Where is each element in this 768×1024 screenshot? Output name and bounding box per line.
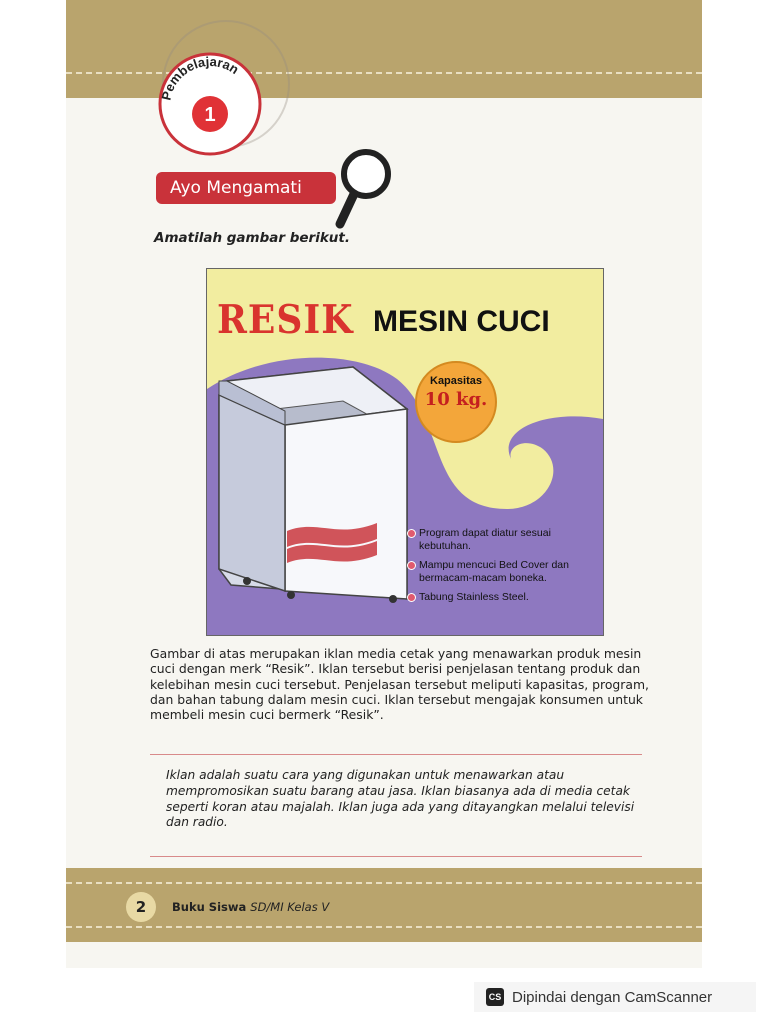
washing-machine-ad — [206, 268, 604, 636]
bullet-icon — [407, 529, 416, 538]
feature-item: Mampu mencuci Bed Cover dan bermacam-macam boneka. — [407, 559, 603, 585]
page-number: 2 — [126, 892, 156, 922]
section-title: Ayo Mengamati — [156, 172, 336, 204]
feature-list — [407, 527, 603, 610]
bottom-band — [66, 868, 702, 942]
feature-item: Program dapat diatur sesuai kebutuhan. — [407, 527, 603, 553]
badge-number: 1 — [204, 104, 216, 126]
capacity-label: Kapasitas — [430, 375, 482, 387]
definition-text: Iklan adalah suatu cara yang digunakan untuk menawarkan atau mempromosikan suatu barang atau jasa. Iklan biasanya ada di media cetak seperti koran atau majalah. Iklan juga ada yang ditayangkan melalui televisi dan radio. — [166, 768, 635, 830]
brand-name: RESIK — [217, 296, 354, 344]
divider — [150, 754, 642, 755]
badge-label: Pembelajaran — [158, 53, 242, 102]
capacity-value: 10 kg. — [424, 389, 488, 410]
book-footer — [172, 900, 329, 914]
body-paragraph: Gambar di atas merupakan iklan media cetak yang menawarkan produk mesin cuci dengan merk “Resik”. Iklan tersebut berisi penjelasan tentang produk dan kelebihan mesin cuci tersebut. Penjelasan tersebut meliputi kapasitas, program, dan bahan tabung dalam mesin cuci. Iklan tersebut mengajak konsumen untuk membeli mesin cuci bermerk “Resik”. — [150, 646, 649, 723]
lesson-badge — [150, 44, 270, 164]
book-level: SD/MI Kelas V — [250, 900, 330, 914]
capacity-badge — [415, 361, 497, 443]
watermark-text: Dipindai dengan CamScanner — [512, 988, 713, 1006]
book-title: Buku Siswa — [172, 900, 247, 914]
divider — [150, 856, 642, 857]
product-name: MESIN CUCI — [373, 305, 550, 338]
magnifier-icon — [334, 148, 394, 230]
bullet-icon — [407, 561, 416, 570]
book-page — [66, 0, 702, 968]
feature-item: Tabung Stainless Steel. — [407, 591, 603, 604]
camscanner-watermark — [474, 982, 756, 1012]
bullet-icon — [407, 593, 416, 602]
instruction-text: Amatilah gambar berikut. — [154, 230, 351, 246]
camscanner-logo-icon: CS — [486, 988, 504, 1006]
